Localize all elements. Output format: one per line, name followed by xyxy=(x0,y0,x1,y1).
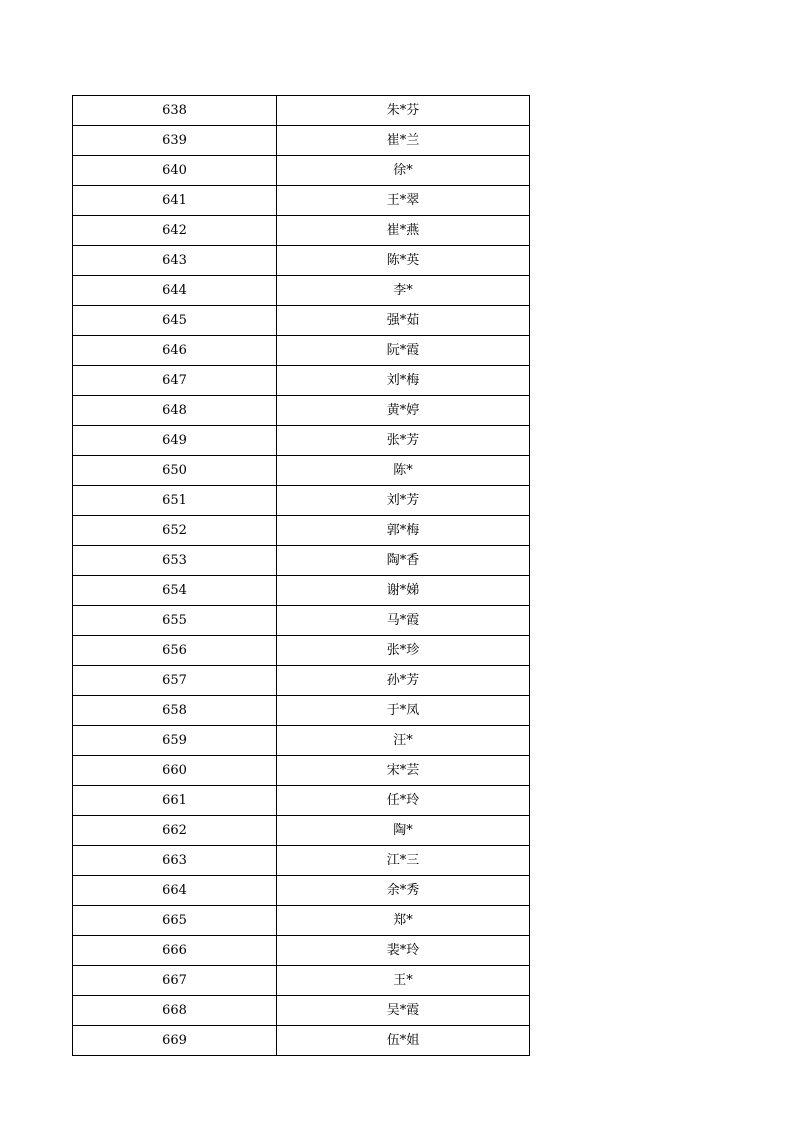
row-number-cell: 638 xyxy=(73,96,277,126)
name-cell: 吴*霞 xyxy=(277,996,530,1026)
roster-table xyxy=(72,95,530,1056)
table-row xyxy=(73,996,530,1026)
row-number-cell: 665 xyxy=(73,906,277,936)
roster-table-body xyxy=(73,96,530,1056)
name-cell: 任*玲 xyxy=(277,786,530,816)
row-number-cell: 648 xyxy=(73,396,277,426)
row-number-cell: 641 xyxy=(73,186,277,216)
table-row xyxy=(73,276,530,306)
table-row xyxy=(73,96,530,126)
table-row xyxy=(73,726,530,756)
table-row xyxy=(73,786,530,816)
row-number-cell: 650 xyxy=(73,456,277,486)
name-cell: 刘*梅 xyxy=(277,366,530,396)
table-row xyxy=(73,636,530,666)
table-row xyxy=(73,696,530,726)
row-number-cell: 642 xyxy=(73,216,277,246)
name-cell: 郑* xyxy=(277,906,530,936)
table-row xyxy=(73,396,530,426)
table-row xyxy=(73,966,530,996)
row-number-cell: 645 xyxy=(73,306,277,336)
row-number-cell: 659 xyxy=(73,726,277,756)
row-number-cell: 649 xyxy=(73,426,277,456)
row-number-cell: 644 xyxy=(73,276,277,306)
name-cell: 宋*芸 xyxy=(277,756,530,786)
row-number-cell: 658 xyxy=(73,696,277,726)
name-cell: 崔*燕 xyxy=(277,216,530,246)
row-number-cell: 646 xyxy=(73,336,277,366)
row-number-cell: 668 xyxy=(73,996,277,1026)
row-number-cell: 662 xyxy=(73,816,277,846)
table-row xyxy=(73,756,530,786)
row-number-cell: 660 xyxy=(73,756,277,786)
table-row xyxy=(73,336,530,366)
name-cell: 强*茹 xyxy=(277,306,530,336)
name-cell: 孙*芳 xyxy=(277,666,530,696)
table-row xyxy=(73,1026,530,1056)
name-cell: 王*翠 xyxy=(277,186,530,216)
table-row xyxy=(73,246,530,276)
name-cell: 马*霞 xyxy=(277,606,530,636)
row-number-cell: 647 xyxy=(73,366,277,396)
name-cell: 江*三 xyxy=(277,846,530,876)
table-row xyxy=(73,306,530,336)
row-number-cell: 640 xyxy=(73,156,277,186)
table-row xyxy=(73,216,530,246)
name-cell: 陶* xyxy=(277,816,530,846)
table-row xyxy=(73,906,530,936)
name-cell: 张*芳 xyxy=(277,426,530,456)
row-number-cell: 669 xyxy=(73,1026,277,1056)
row-number-cell: 651 xyxy=(73,486,277,516)
name-cell: 黄*婷 xyxy=(277,396,530,426)
name-cell: 阮*霞 xyxy=(277,336,530,366)
row-number-cell: 656 xyxy=(73,636,277,666)
row-number-cell: 661 xyxy=(73,786,277,816)
row-number-cell: 655 xyxy=(73,606,277,636)
table-row xyxy=(73,936,530,966)
table-row xyxy=(73,666,530,696)
table-row xyxy=(73,546,530,576)
table-row xyxy=(73,486,530,516)
row-number-cell: 666 xyxy=(73,936,277,966)
row-number-cell: 654 xyxy=(73,576,277,606)
name-cell: 朱*芬 xyxy=(277,96,530,126)
name-cell: 刘*芳 xyxy=(277,486,530,516)
table-row xyxy=(73,426,530,456)
table-row xyxy=(73,876,530,906)
table-row xyxy=(73,576,530,606)
table-row xyxy=(73,366,530,396)
name-cell: 王* xyxy=(277,966,530,996)
name-cell: 谢*娣 xyxy=(277,576,530,606)
table-row xyxy=(73,456,530,486)
row-number-cell: 639 xyxy=(73,126,277,156)
row-number-cell: 663 xyxy=(73,846,277,876)
row-number-cell: 653 xyxy=(73,546,277,576)
name-cell: 陶*香 xyxy=(277,546,530,576)
name-cell: 崔*兰 xyxy=(277,126,530,156)
table-row xyxy=(73,816,530,846)
table-row xyxy=(73,126,530,156)
row-number-cell: 667 xyxy=(73,966,277,996)
name-cell: 裴*玲 xyxy=(277,936,530,966)
table-row xyxy=(73,606,530,636)
name-cell: 郭*梅 xyxy=(277,516,530,546)
name-cell: 李* xyxy=(277,276,530,306)
name-cell: 余*秀 xyxy=(277,876,530,906)
name-cell: 陈* xyxy=(277,456,530,486)
name-cell: 汪* xyxy=(277,726,530,756)
table-row xyxy=(73,156,530,186)
name-cell: 徐* xyxy=(277,156,530,186)
row-number-cell: 664 xyxy=(73,876,277,906)
row-number-cell: 657 xyxy=(73,666,277,696)
name-cell: 伍*姐 xyxy=(277,1026,530,1056)
name-cell: 陈*英 xyxy=(277,246,530,276)
table-row xyxy=(73,186,530,216)
name-cell: 张*珍 xyxy=(277,636,530,666)
row-number-cell: 652 xyxy=(73,516,277,546)
table-row xyxy=(73,846,530,876)
row-number-cell: 643 xyxy=(73,246,277,276)
name-cell: 于*凤 xyxy=(277,696,530,726)
table-row xyxy=(73,516,530,546)
